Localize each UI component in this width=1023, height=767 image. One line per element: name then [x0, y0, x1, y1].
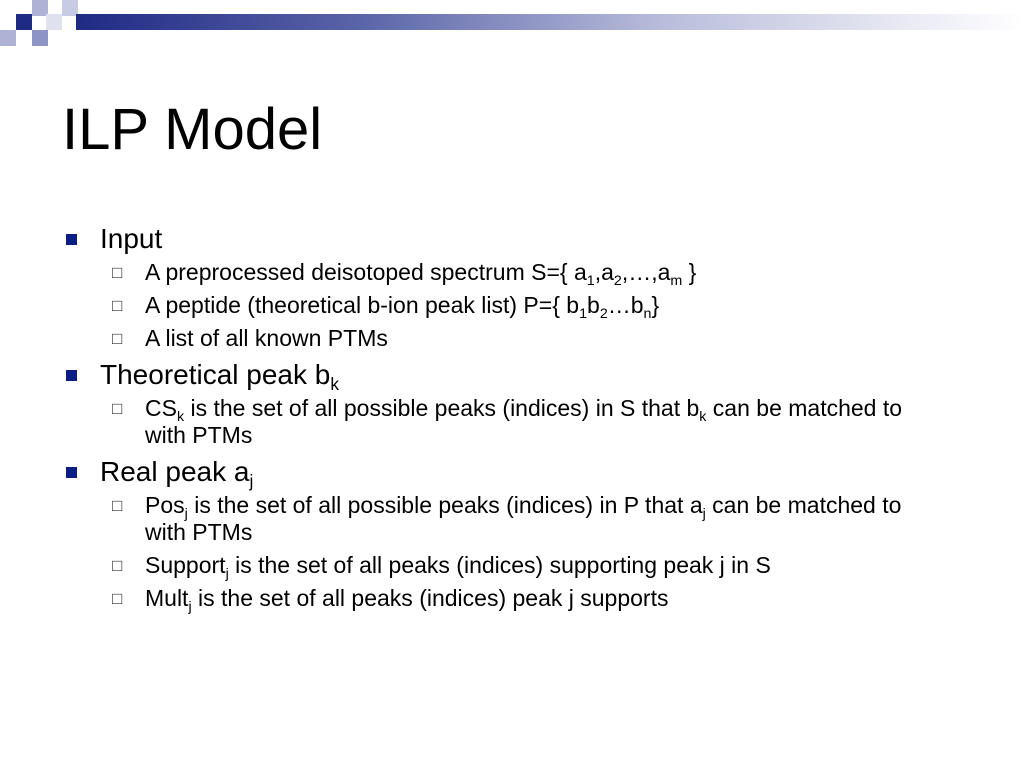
text: is the set of all peaks (indices) supporting peak j in S — [228, 552, 771, 578]
filled-square-bullet-icon — [66, 370, 77, 381]
text: …b — [607, 292, 644, 318]
subscript: 1 — [586, 272, 595, 289]
text: ,a — [594, 259, 614, 285]
text: } — [682, 259, 697, 285]
decor-square — [32, 30, 48, 46]
filled-square-bullet-icon — [66, 234, 77, 245]
subscript: j — [225, 565, 229, 582]
text: is the set of all possible peaks (indices) in P that a — [187, 492, 703, 518]
subscript: 1 — [579, 305, 588, 322]
decor-square — [0, 0, 16, 16]
subscript: j — [702, 505, 706, 522]
decor-square — [0, 30, 16, 46]
subscript: k — [699, 408, 707, 425]
hollow-square-bullet-icon: □ — [112, 263, 123, 282]
decor-square — [46, 14, 62, 30]
theoretical-subitems — [62, 395, 962, 449]
text: CS — [145, 395, 177, 421]
text: b — [587, 292, 600, 318]
hollow-square-bullet-icon: □ — [112, 496, 123, 515]
subitem-spectrum — [62, 259, 925, 289]
subscript: m — [670, 272, 683, 289]
text: can be matched to with PTMs — [145, 395, 903, 448]
hollow-square-bullet-icon: □ — [112, 556, 123, 575]
text: A preprocessed deisotoped spectrum S={ a — [145, 259, 587, 285]
subitem-cs — [62, 395, 925, 449]
bullet-theoretical-peak — [62, 358, 962, 392]
text: is the set of all possible peaks (indices) in S that b — [184, 395, 700, 421]
header-decoration — [0, 0, 1023, 48]
subscript: k — [330, 373, 340, 394]
hollow-square-bullet-icon: □ — [112, 589, 123, 608]
subitem-ptms — [62, 325, 925, 352]
bullet-label: Theoretical peak b — [100, 359, 331, 390]
bullet-real-peak — [62, 455, 962, 489]
bullet-input — [62, 222, 962, 256]
hollow-square-bullet-icon: □ — [112, 329, 123, 348]
bullet-label: Input — [100, 223, 163, 254]
text: Support — [145, 552, 226, 578]
input-subitems — [62, 259, 962, 352]
slide-title: ILP Model — [62, 97, 323, 162]
hollow-square-bullet-icon: □ — [112, 399, 123, 418]
subscript: 2 — [599, 305, 608, 322]
subscript: j — [184, 505, 188, 522]
text: A list of all known PTMs — [145, 325, 388, 351]
subitem-support — [62, 552, 925, 582]
text: } — [651, 292, 660, 318]
decor-square — [16, 14, 32, 30]
decor-square — [62, 30, 76, 46]
subitem-pos — [62, 492, 925, 546]
text: Mult — [145, 585, 189, 611]
filled-square-bullet-icon — [66, 467, 77, 478]
header-gradient-bar — [76, 14, 1023, 30]
text: Pos — [145, 492, 185, 518]
bullet-label: Real peak a — [100, 456, 250, 487]
subscript: j — [249, 470, 254, 491]
text: ,…,a — [621, 259, 671, 285]
text: A peptide (theoretical b-ion peak list) P={ b — [145, 292, 580, 318]
hollow-square-bullet-icon: □ — [112, 296, 123, 315]
subscript: 2 — [613, 272, 622, 289]
text: can be matched to with PTMs — [145, 492, 902, 545]
text: is the set of all peaks (indices) peak j supports — [191, 585, 669, 611]
real-subitems — [62, 492, 962, 615]
bullet-list — [62, 222, 962, 618]
subitem-peptide — [62, 292, 925, 322]
subscript: k — [176, 408, 185, 425]
subitem-mult — [62, 585, 925, 615]
subscript: j — [188, 598, 192, 615]
subscript: n — [643, 305, 652, 322]
